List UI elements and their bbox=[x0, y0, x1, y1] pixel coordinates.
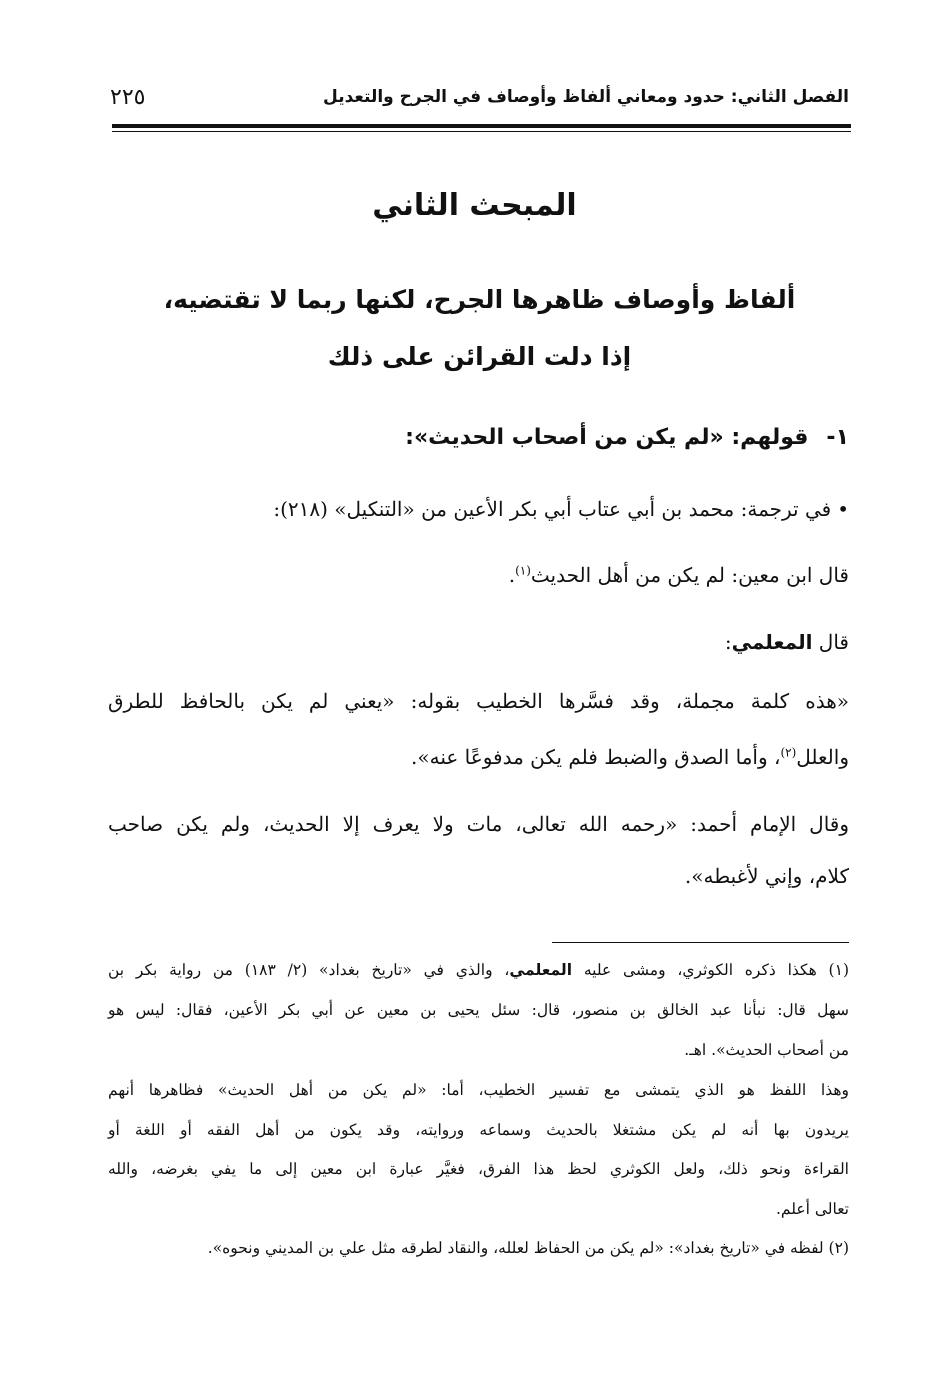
section-subtitle-line1: ألفاظ وأوصاف ظاهرها الجرح، لكنها ربما لا تقتضيه، bbox=[163, 285, 796, 314]
muallimi-suffix: : bbox=[724, 630, 732, 654]
footnote1-line4: وهذا اللفظ هو الذي يتمشى مع تفسير الخطيب، أما: «لم يكن من أهل الحديث» فظاهرها أنهم bbox=[108, 1081, 849, 1099]
section-title: المبحث الثاني bbox=[372, 188, 577, 223]
quote1-line2 bbox=[108, 745, 849, 769]
bullet-icon: • bbox=[837, 497, 849, 521]
muallimi-line bbox=[108, 630, 849, 654]
footnote1-line6: القراءة ونحو ذلك، ولعل الكوثري لحظ هذا الفرق، فغيَّر عبارة ابن معين إلى ما يفي بغرضه، والله bbox=[108, 1160, 849, 1178]
footnote2-line1: (٢) لفظه في «تاريخ بغداد»: «لم يكن من الحفاظ لعلله، والنقاد لطرقه مثل علي بن المديني ونحوه». bbox=[207, 1239, 849, 1257]
footnote1-line2: سهل قال: نبأنا عبد الخالق بن منصور، قال: سئل يحيى بن معين عن أبي بكر الأعين، فقال: ليس هو bbox=[108, 1001, 849, 1019]
footnote-marker-1[interactable]: (١) bbox=[515, 563, 531, 578]
footnote-marker-2[interactable]: (٢) bbox=[780, 745, 797, 760]
footnote1-line7: تعالى أعلم. bbox=[775, 1200, 849, 1218]
footnote1-text-b: ، والذي في «تاريخ بغداد» (٢/ ١٨٣) من رواية بكر بن bbox=[108, 961, 510, 979]
section-subtitle-line2: إذا دلت القرائن على ذلك bbox=[327, 342, 632, 371]
footnote1-line1 bbox=[108, 961, 849, 980]
quote1-line2-end: ، وأما الصدق والضبط فلم يكن مدفوعًا عنه». bbox=[411, 745, 781, 769]
translation-line bbox=[108, 497, 849, 521]
header-rule-thin bbox=[112, 131, 851, 132]
footnote1-muallimi: المعلمي bbox=[509, 961, 573, 979]
footnote1-line5: يريدون بها أنه لم يكن مشتغلا بالحديث وسماعه وروايته، وقد يكون من أهل الفقه أو اللغة أو bbox=[108, 1121, 849, 1139]
quote1-line1: «هذه كلمة مجملة، وقد فسَّرها الخطيب بقوله: «يعني لم يكن بالحافظ للطرق bbox=[108, 689, 849, 713]
ibn-maeen-end: . bbox=[508, 563, 516, 587]
chapter-title: الفصل الثاني: حدود ومعاني ألفاظ وأوصاف في الجرح والتعديل bbox=[323, 87, 849, 107]
running-header bbox=[110, 72, 849, 122]
item-heading-text: قولهم: «لم يكن من أصحاب الحديث»: bbox=[405, 425, 809, 450]
quote1-line2-start: والعلل bbox=[796, 745, 849, 769]
footnote-separator bbox=[552, 942, 849, 943]
ahmad-line2: كلام، وإني لأغبطه». bbox=[684, 864, 849, 888]
item-heading bbox=[110, 425, 849, 450]
muallimi-name: المعلمي bbox=[731, 630, 813, 654]
translation-text: في ترجمة: محمد بن أبي عتاب أبي بكر الأعين من «التنكيل» (٢١٨): bbox=[273, 497, 832, 521]
header-rule-thick bbox=[112, 124, 851, 128]
ahmad-line1: وقال الإمام أحمد: «رحمه الله تعالى، مات ولا يعرف إلا الحديث، ولم يكن صاحب bbox=[108, 812, 850, 836]
footnote1-text-a: (١) هكذا ذكره الكوثري، ومشى عليه bbox=[572, 961, 849, 979]
page-number: ٢٢٥ bbox=[110, 84, 146, 110]
muallimi-prefix: قال bbox=[812, 630, 849, 654]
ibn-maeen-text: قال ابن معين: لم يكن من أهل الحديث bbox=[530, 563, 849, 587]
ibn-maeen-line bbox=[108, 563, 849, 587]
item-number: ١- bbox=[826, 425, 849, 450]
footnote1-line3: من أصحاب الحديث». اهـ. bbox=[684, 1041, 849, 1059]
